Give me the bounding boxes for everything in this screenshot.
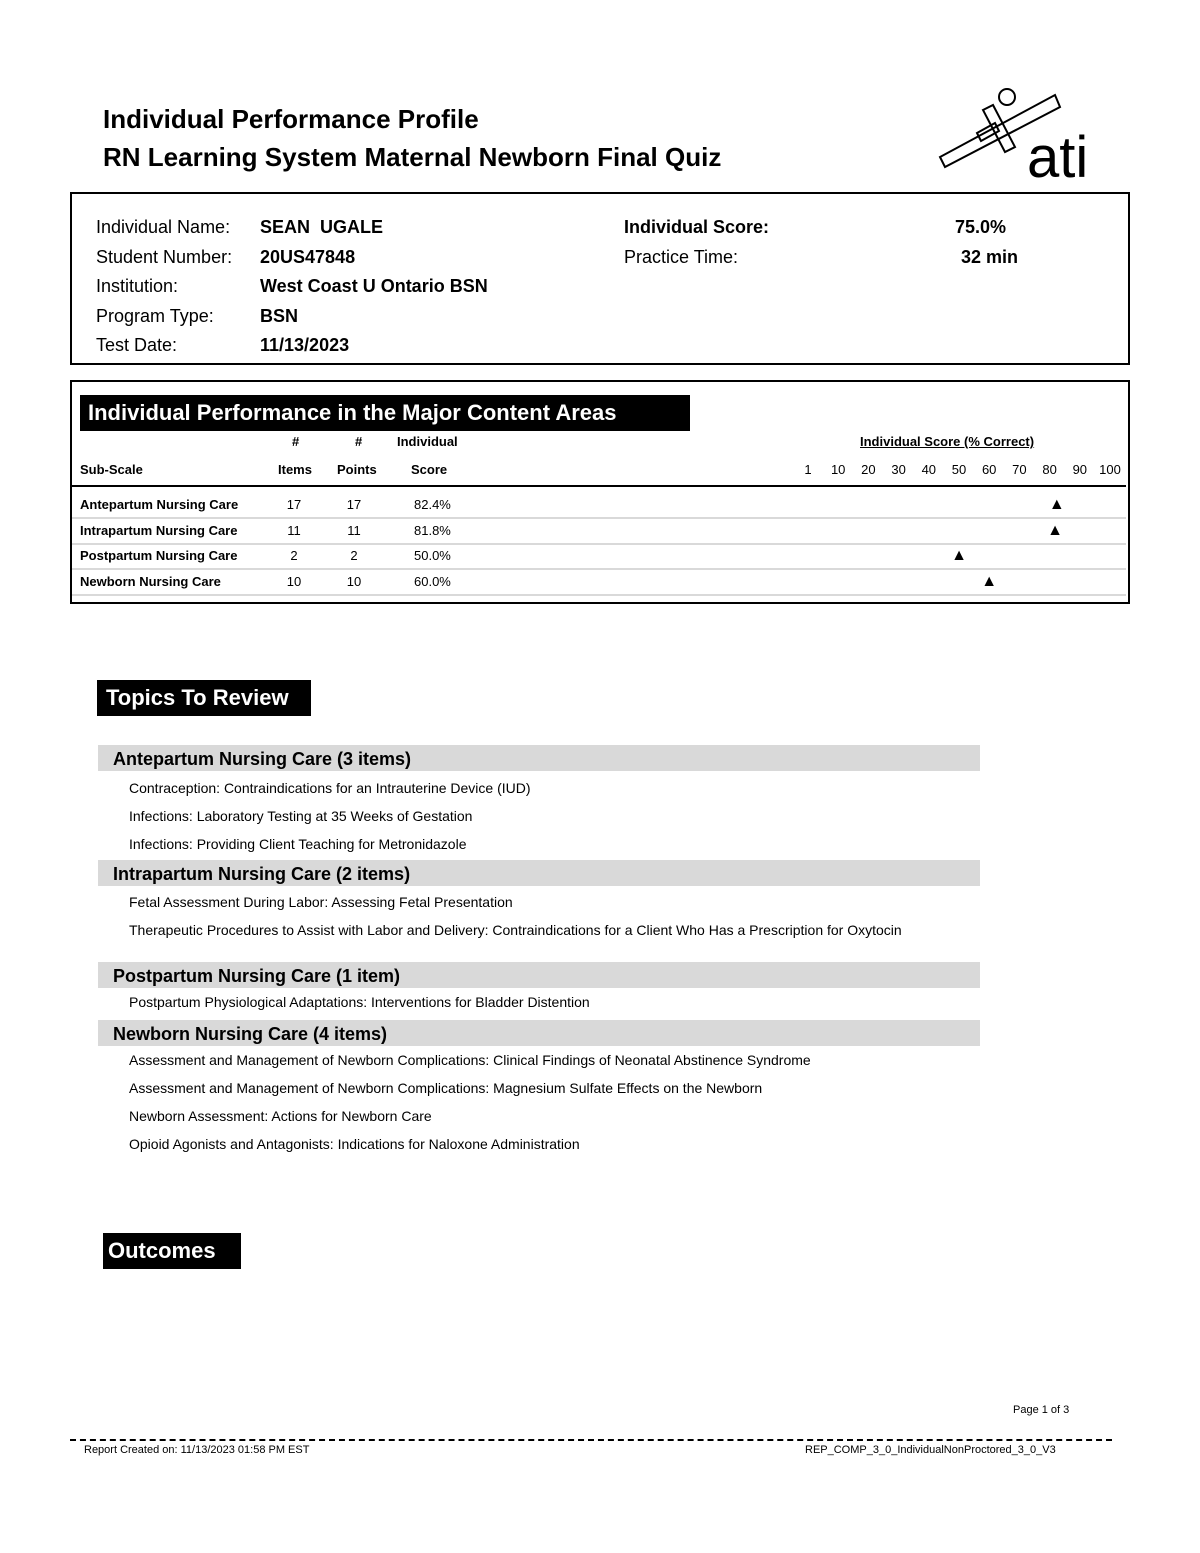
score-marker-icon: ▲ [1047,521,1063,539]
score-header: Score [411,462,448,477]
subscale-cell: Antepartum Nursing Care [80,497,239,512]
points-header: Points [337,462,377,477]
table-header-rule [72,485,1126,487]
score-cell: 60.0% [414,573,451,589]
items-header: Items [278,462,312,477]
axis-tick-label: 30 [891,462,906,477]
report-id: REP_COMP_3_0_IndividualNonProctored_3_0_V3 [805,1444,1056,1456]
row-divider [72,594,1126,596]
score-marker-icon: ▲ [1048,496,1065,513]
score-cell: 82.4% [414,497,451,512]
table-row [72,543,1126,568]
topic-item: Infections: Providing Client Teaching for Metronidazole [129,836,467,852]
student-number-value: 20US47848 [260,247,356,267]
table-row [72,492,1126,517]
subscale-cell: Newborn Nursing Care [80,573,221,589]
points-header-hash: # [355,434,363,449]
points-cell: 2 [350,548,358,563]
items-cell: 2 [290,548,298,563]
points-cell: 11 [347,522,361,538]
quiz-title: RN Learning System Maternal Newborn Final Quiz [103,142,722,172]
individual-score-label: Individual Score: [624,217,770,237]
program-type-label: Program Type: [96,306,214,326]
test-date-label: Test Date: [96,335,178,355]
items-cell: 17 [286,497,302,512]
name-value: SEAN UGALE [260,217,384,237]
axis-tick-label: 20 [861,462,876,477]
program-type-value: BSN [260,306,299,326]
items-cell: 10 [286,573,302,589]
topic-item: Opioid Agonists and Antagonists: Indications for Naloxone Administration [129,1136,580,1152]
axis-tick-label: 1 [804,462,812,477]
topic-item: Contraception: Contraindications for an Intrauterine Device (IUD) [129,780,531,796]
topic-item: Newborn Assessment: Actions for Newborn Care [129,1108,432,1124]
axis-tick-label: 70 [1012,462,1027,477]
student-number-label: Student Number: [96,247,233,267]
table-row [72,569,1126,594]
ati-logo [935,85,1105,185]
report-created: Report Created on: 11/13/2023 01:58 PM EST [84,1444,310,1456]
individual-score-value: 75.0% [955,217,1007,237]
topic-item: Infections: Laboratory Testing at 35 Weeks of Gestation [129,808,473,824]
topic-section-heading: Postpartum Nursing Care (1 item) [98,962,980,988]
subscale-cell: Intrapartum Nursing Care [80,522,238,538]
ati-logo-text: ati [1027,125,1089,185]
table-row [72,518,1126,543]
test-date-value: 11/13/2023 [260,335,350,355]
institution-label: Institution: [96,276,179,296]
score-header-top: Individual [397,434,458,449]
axis-tick-label: 50 [951,462,967,477]
outcomes-banner: Outcomes [103,1233,241,1269]
axis-tick-label: 10 [830,462,846,477]
practice-time-label: Practice Time: [624,247,739,267]
score-marker-icon: ▲ [981,572,998,590]
axis-tick-label: 80 [1042,462,1057,477]
topic-item: Postpartum Physiological Adaptations: Interventions for Bladder Distention [129,994,590,1010]
institution-value: West Coast U Ontario BSN [260,276,488,296]
axis-tick-label: 90 [1072,462,1088,477]
items-header-hash: # [292,434,300,449]
score-marker-icon: ▲ [951,547,967,564]
name-label: Individual Name: [96,217,231,237]
performance-banner: Individual Performance in the Major Content Areas [80,395,690,431]
subscale-cell: Postpartum Nursing Care [80,548,238,563]
axis-tick-label: 40 [921,462,937,477]
subscale-header: Sub-Scale [80,462,143,477]
points-cell: 17 [346,497,362,512]
topic-section-heading: Intrapartum Nursing Care (2 items) [98,860,980,886]
points-cell: 10 [346,573,362,589]
score-cell: 50.0% [414,548,451,563]
practice-time-value: 32 min [961,247,1019,267]
score-cell: 81.8% [414,522,451,538]
axis-tick-label: 60 [981,462,997,477]
topic-section-heading: Newborn Nursing Care (4 items) [98,1020,980,1046]
footer-rule [70,1439,1112,1441]
topic-item: Assessment and Management of Newborn Complications: Clinical Findings of Neonatal Abstinence Syndrome [129,1052,811,1068]
topic-item: Fetal Assessment During Labor: Assessing Fetal Presentation [129,894,513,910]
page-title: Individual Performance Profile [103,104,479,134]
topic-section-heading: Antepartum Nursing Care (3 items) [98,745,980,771]
axis-tick-label: 100 [1099,462,1121,477]
topics-banner: Topics To Review [97,680,311,716]
chart-title: Individual Score (% Correct) [860,434,1035,449]
items-cell: 11 [287,522,301,538]
topic-item: Therapeutic Procedures to Assist with Labor and Delivery: Contraindications for a Client Who Has a Prescription for Oxytocin [129,922,902,938]
page-number: Page 1 of 3 [1013,1404,1070,1416]
topic-item: Assessment and Management of Newborn Complications: Magnesium Sulfate Effects on the Newborn [129,1080,763,1096]
